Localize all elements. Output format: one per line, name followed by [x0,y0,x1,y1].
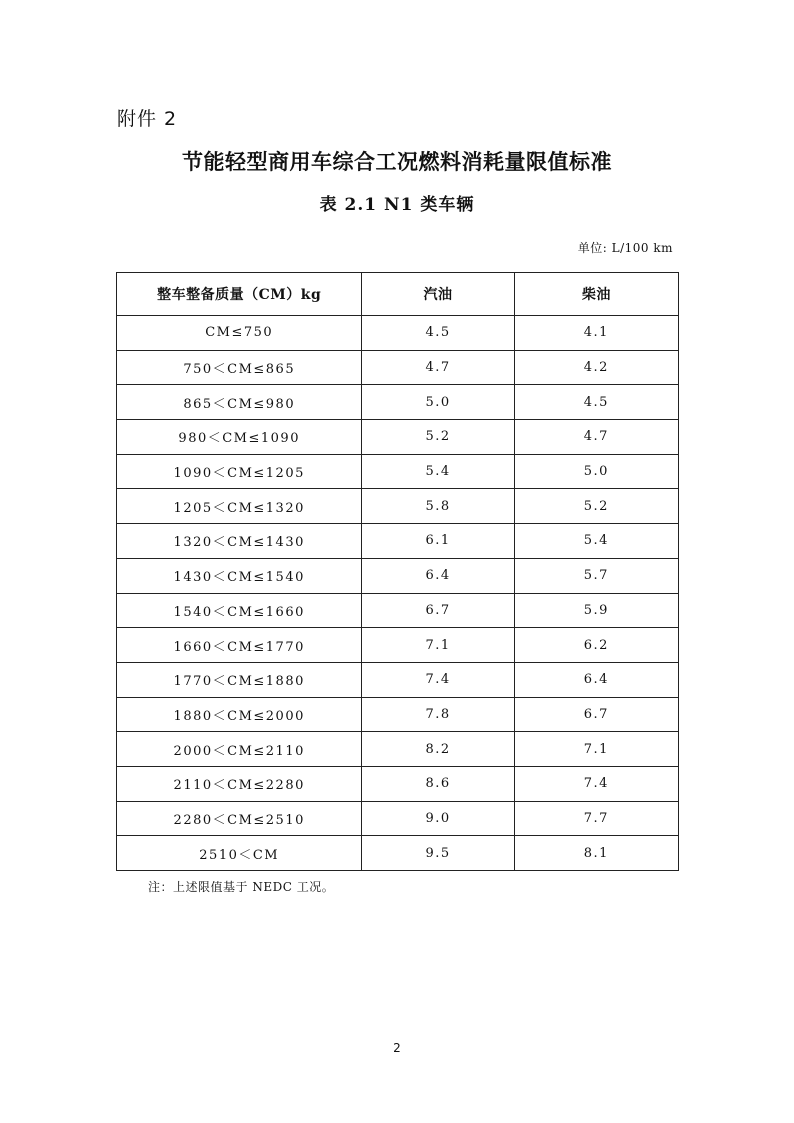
cell-gasoline-limit: 5.2 [362,420,514,455]
cell-diesel-limit: 8.1 [514,836,678,871]
table-row [117,662,679,697]
table-row [117,628,679,663]
cell-curb-mass: 2280＜CM≤2510 [117,801,362,836]
unit-label: 单位: L/100 km [577,241,673,255]
cell-gasoline-limit: 4.5 [362,316,514,351]
cell-diesel-limit: 4.1 [514,316,678,351]
table-row [117,697,679,732]
table-body [117,316,679,871]
cell-diesel-limit: 6.2 [514,628,678,663]
table-row [117,420,679,455]
cell-curb-mass: 1770＜CM≤1880 [117,662,362,697]
cell-diesel-limit: 5.0 [514,454,678,489]
cell-gasoline-limit: 7.8 [362,697,514,732]
cell-gasoline-limit: 5.8 [362,489,514,524]
cell-gasoline-limit: 6.1 [362,524,514,559]
cell-diesel-limit: 4.5 [514,385,678,420]
cell-diesel-limit: 5.9 [514,593,678,628]
cell-curb-mass: CM≤750 [117,316,362,351]
cell-curb-mass: 1205＜CM≤1320 [117,489,362,524]
table-row [117,524,679,559]
header-curb-mass: 整车整备质量（CM）kg [117,273,362,316]
page-title: 节能轻型商用车综合工况燃料消耗量限值标准 [182,149,612,174]
cell-diesel-limit: 5.4 [514,524,678,559]
cell-diesel-limit: 6.4 [514,662,678,697]
cell-curb-mass: 1660＜CM≤1770 [117,628,362,663]
table-row [117,385,679,420]
table-row [117,558,679,593]
cell-diesel-limit: 5.7 [514,558,678,593]
cell-gasoline-limit: 7.4 [362,662,514,697]
table-row [117,593,679,628]
cell-curb-mass: 2510＜CM [117,836,362,871]
cell-gasoline-limit: 9.5 [362,836,514,871]
table-row [117,766,679,801]
table-row [117,801,679,836]
table-row [117,732,679,767]
cell-curb-mass: 1540＜CM≤1660 [117,593,362,628]
table-header-row [117,273,679,316]
cell-gasoline-limit: 5.0 [362,385,514,420]
cell-curb-mass: 750＜CM≤865 [117,350,362,385]
table-row [117,454,679,489]
footnote: 注：上述限值基于 NEDC 工况。 [148,880,335,894]
cell-gasoline-limit: 8.6 [362,766,514,801]
cell-diesel-limit: 6.7 [514,697,678,732]
table-title: 表 2.1 N1 类车辆 [319,195,475,215]
header-diesel: 柴油 [514,273,678,316]
table-row [117,350,679,385]
cell-curb-mass: 865＜CM≤980 [117,385,362,420]
cell-curb-mass: 1430＜CM≤1540 [117,558,362,593]
cell-diesel-limit: 7.1 [514,732,678,767]
cell-gasoline-limit: 6.4 [362,558,514,593]
cell-diesel-limit: 7.7 [514,801,678,836]
cell-curb-mass: 1880＜CM≤2000 [117,697,362,732]
cell-gasoline-limit: 6.7 [362,593,514,628]
cell-curb-mass: 2000＜CM≤2110 [117,732,362,767]
attachment-label: 附件 2 [117,108,178,130]
cell-gasoline-limit: 8.2 [362,732,514,767]
cell-curb-mass: 980＜CM≤1090 [117,420,362,455]
fuel-limit-table [116,272,679,871]
table-row [117,836,679,871]
page-number: 2 [393,1041,401,1055]
table-row [117,316,679,351]
cell-gasoline-limit: 7.1 [362,628,514,663]
cell-gasoline-limit: 9.0 [362,801,514,836]
cell-diesel-limit: 5.2 [514,489,678,524]
header-gasoline: 汽油 [362,273,514,316]
table-row [117,489,679,524]
cell-diesel-limit: 4.7 [514,420,678,455]
cell-diesel-limit: 4.2 [514,350,678,385]
cell-curb-mass: 1090＜CM≤1205 [117,454,362,489]
cell-diesel-limit: 7.4 [514,766,678,801]
cell-gasoline-limit: 4.7 [362,350,514,385]
cell-curb-mass: 1320＜CM≤1430 [117,524,362,559]
cell-curb-mass: 2110＜CM≤2280 [117,766,362,801]
cell-gasoline-limit: 5.4 [362,454,514,489]
